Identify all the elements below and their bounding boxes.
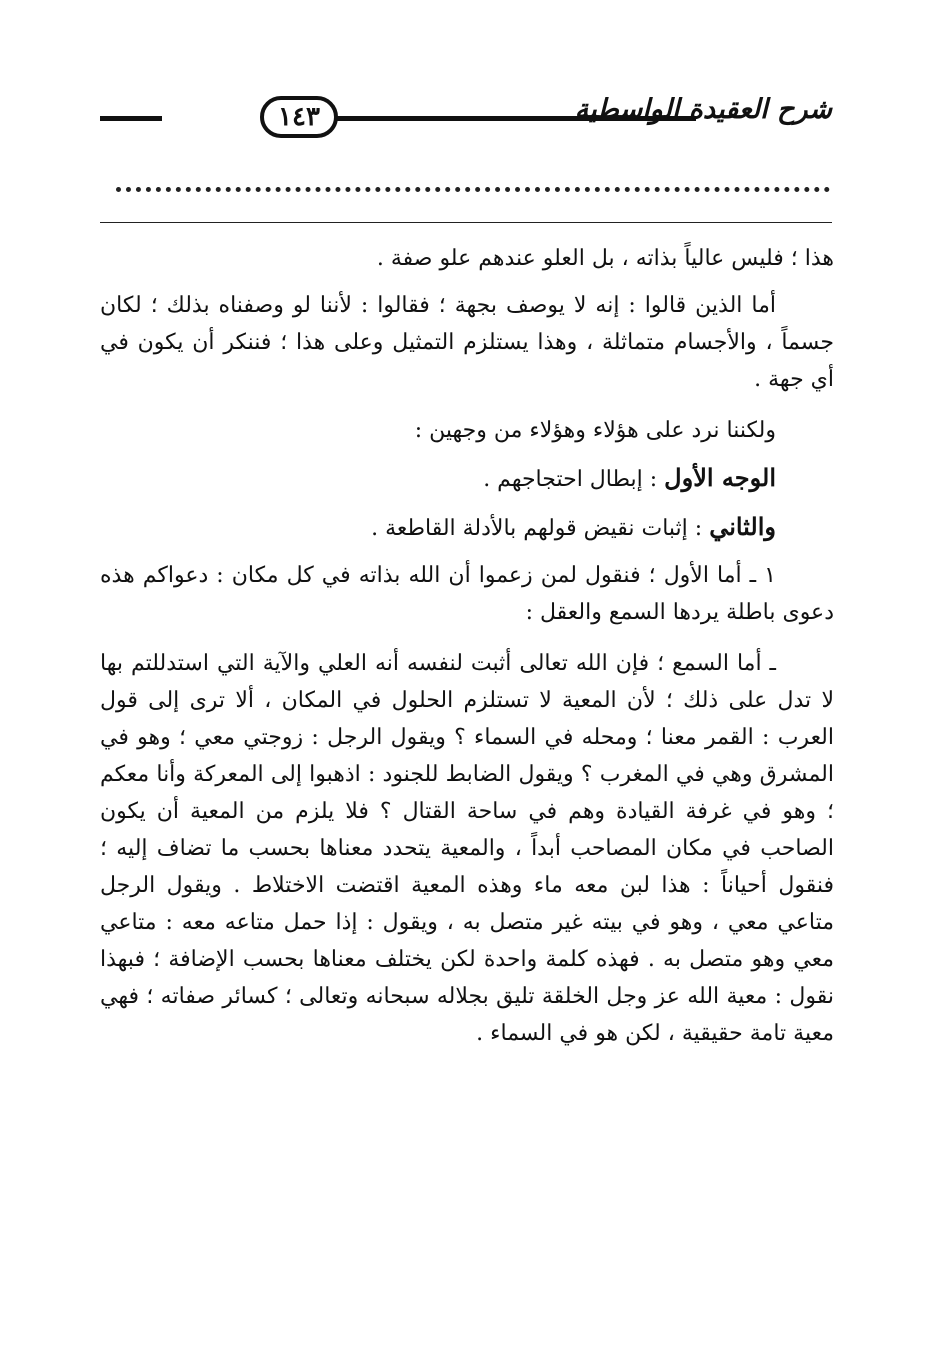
first-aspect-text: : إبطال احتجاجهم . bbox=[483, 467, 665, 492]
page-header bbox=[100, 92, 832, 144]
paragraph-6: ١ ـ أما الأول ؛ فنقول لمن زعموا أن الله بذاته في كل مكان : دعواكم هذه دعوى باطلة يردها السمع والعقل : bbox=[100, 563, 834, 625]
page-number: ١٤٣ bbox=[278, 102, 320, 132]
paragraph-1: هذا ؛ فليس عالياً بذاته ، بل العلو عندهم علو صفة . bbox=[376, 246, 834, 271]
header-rule-left bbox=[100, 116, 162, 121]
paragraph-4 bbox=[100, 459, 834, 498]
horizontal-divider bbox=[100, 222, 832, 223]
first-aspect-term: الوجه الأول bbox=[664, 463, 776, 492]
book-title: شرح العقيدة الواسطية bbox=[574, 94, 832, 125]
paragraph-5 bbox=[100, 508, 834, 547]
page-body bbox=[100, 240, 834, 1066]
paragraph-2: أما الذين قالوا : إنه لا يوصف بجهة ؛ فقالوا : لأننا لو وصفناه بذلك ؛ لكان جسماً ، والأجسام متماثلة ، وهذا يستلزم التمثيل وعلى هذا ؛ فننكر أن يكون في أي جهة . bbox=[100, 293, 834, 392]
paragraph-3: ولكننا نرد على هؤلاء وهؤلاء من وجهين : bbox=[414, 418, 776, 443]
paragraph-7: ـ أما السمع ؛ فإن الله تعالى أثبت لنفسه أنه العلي والآية التي استدللتم بها لا تدل على ذلك ؛ لأن المعية لا تستلزم الحلول في المكان ، ألا ترى إلى قول العرب : القمر معنا ؛ ومحله في السماء ؟ ويقول الرجل : زوجتي معي ؛ وهو في المشرق وهي في المغرب ؟ ويقول الضابط للجنود : اذهبوا إلى المعركة وأنا معكم ؛ وهو في غرفة القيادة وهم في ساحة القتال ؟ فلا يلزم من المعية أن يكون الصاحب في مكان المصاحب أبداً ، والمعية يتحدد معناها بحسب ما تضاف إليه ؛ فنقول أحياناً : هذا لبن معه ماء وهذه المعية اقتضت الاختلاط . ويقول الرجل متاعي معي ، وهو في بيته غير متصل به ، ويقول : إذا حمل متاعه معه : متاعي معي وهو متصل به . فهذه كلمة واحدة لكن يختلف معناها بحسب الإضافة ؛ فبهذا نقول : معية الله عز وجل الخلقة تليق بجلاله سبحانه وتعالى ؛ كسائر صفاته ؛ فهي معية تامة حقيقية ، لكن هو في السماء . bbox=[100, 651, 834, 1046]
second-aspect-term: والثاني bbox=[709, 512, 776, 541]
dotted-divider bbox=[116, 172, 830, 192]
page-number-badge bbox=[260, 96, 338, 138]
second-aspect-text: : إثبات نقيض قولهم بالأدلة القاطعة . bbox=[371, 516, 710, 541]
